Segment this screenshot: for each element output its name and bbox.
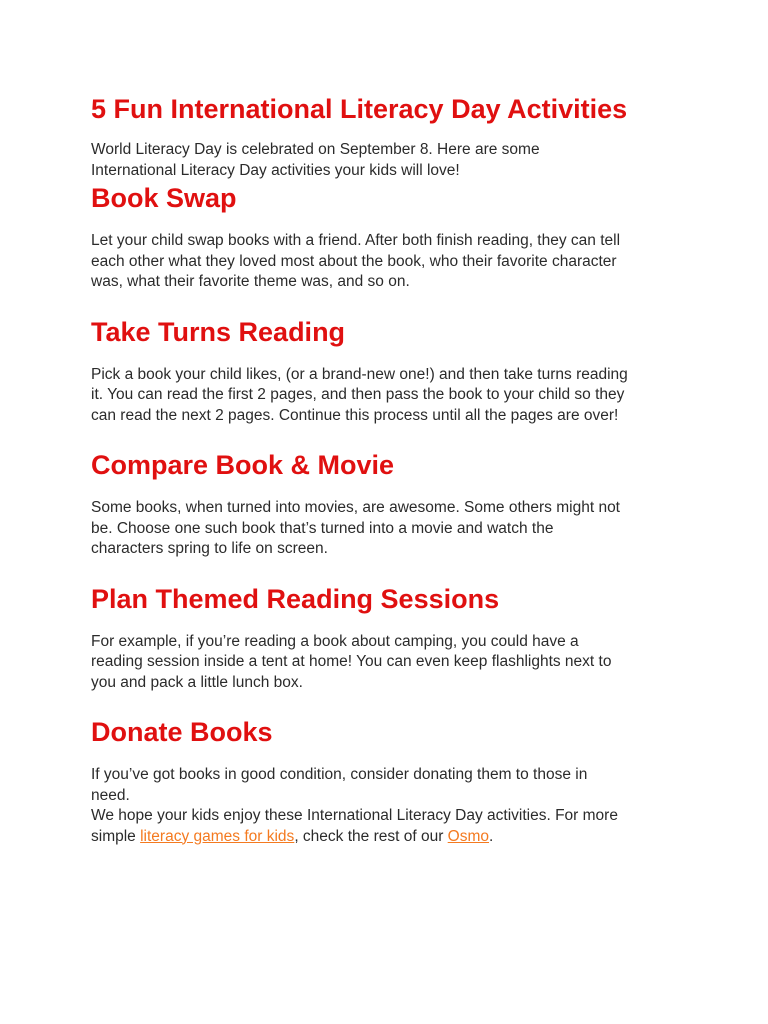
closing-suffix: . xyxy=(489,827,494,845)
section-book-swap xyxy=(91,181,691,293)
section-compare-book-movie xyxy=(91,448,691,560)
text-line: be. Choose one such book that’s turned into a movie and watch the xyxy=(91,519,554,537)
literacy-games-link[interactable]: literacy games for kids xyxy=(140,827,295,845)
section-heading: Take Turns Reading xyxy=(91,316,346,347)
osmo-link[interactable]: Osmo xyxy=(447,827,490,845)
section-heading: Donate Books xyxy=(91,717,273,747)
section-heading: Book Swap xyxy=(91,183,237,213)
section-take-turns-reading xyxy=(91,315,691,427)
section-plan-themed-reading xyxy=(91,582,691,694)
intro-line: International Literacy Day activities your kids will love! xyxy=(91,161,460,179)
text-line: was, what their favorite theme was, and so on. xyxy=(91,273,410,290)
section-donate-books xyxy=(91,715,691,847)
closing-prefix: simple xyxy=(91,827,141,845)
text-line: If you’ve got books in good condition, consider donating them to those in xyxy=(91,766,588,783)
closing-middle: , check the rest of our xyxy=(294,827,448,845)
text-line: reading session inside a tent at home! You can even keep flashlights next to xyxy=(91,653,612,670)
section-heading: Plan Themed Reading Sessions xyxy=(91,583,500,614)
text-line: you and pack a little lunch box. xyxy=(91,673,303,691)
text-line: need. xyxy=(91,786,130,804)
article-title: 5 Fun International Literacy Day Activities xyxy=(91,94,628,124)
text-line: Pick a book your child likes, (or a brand-new one!) and then take turns reading xyxy=(91,365,628,383)
intro-line: World Literacy Day is celebrated on September 8. Here are some xyxy=(91,141,540,158)
section-paragraph xyxy=(91,498,691,560)
text-line: it. You can read the first 2 pages, and then pass the book to your child so they xyxy=(91,386,625,403)
text-line: Let your child swap books with a friend. After both finish reading, they can tell xyxy=(91,232,621,249)
text-line: characters spring to life on screen. xyxy=(91,540,328,557)
section-paragraph xyxy=(91,365,691,427)
text-line: each other what they loved most about the book, who their favorite character xyxy=(91,252,617,270)
text-line: We hope your kids enjoy these International Literacy Day activities. For more xyxy=(91,807,618,824)
text-line: For example, if you’re reading a book about camping, you could have a xyxy=(91,632,579,650)
text-line: Some books, when turned into movies, are awesome. Some others might not xyxy=(91,499,620,516)
section-paragraph xyxy=(91,231,691,293)
article xyxy=(91,92,691,869)
section-paragraph xyxy=(91,632,691,694)
section-paragraph xyxy=(91,765,691,847)
closing-line xyxy=(91,828,493,845)
text-line: can read the next 2 pages. Continue this process until all the pages are over! xyxy=(91,406,619,424)
intro-paragraph xyxy=(91,140,691,181)
section-heading: Compare Book & Movie xyxy=(91,450,395,480)
